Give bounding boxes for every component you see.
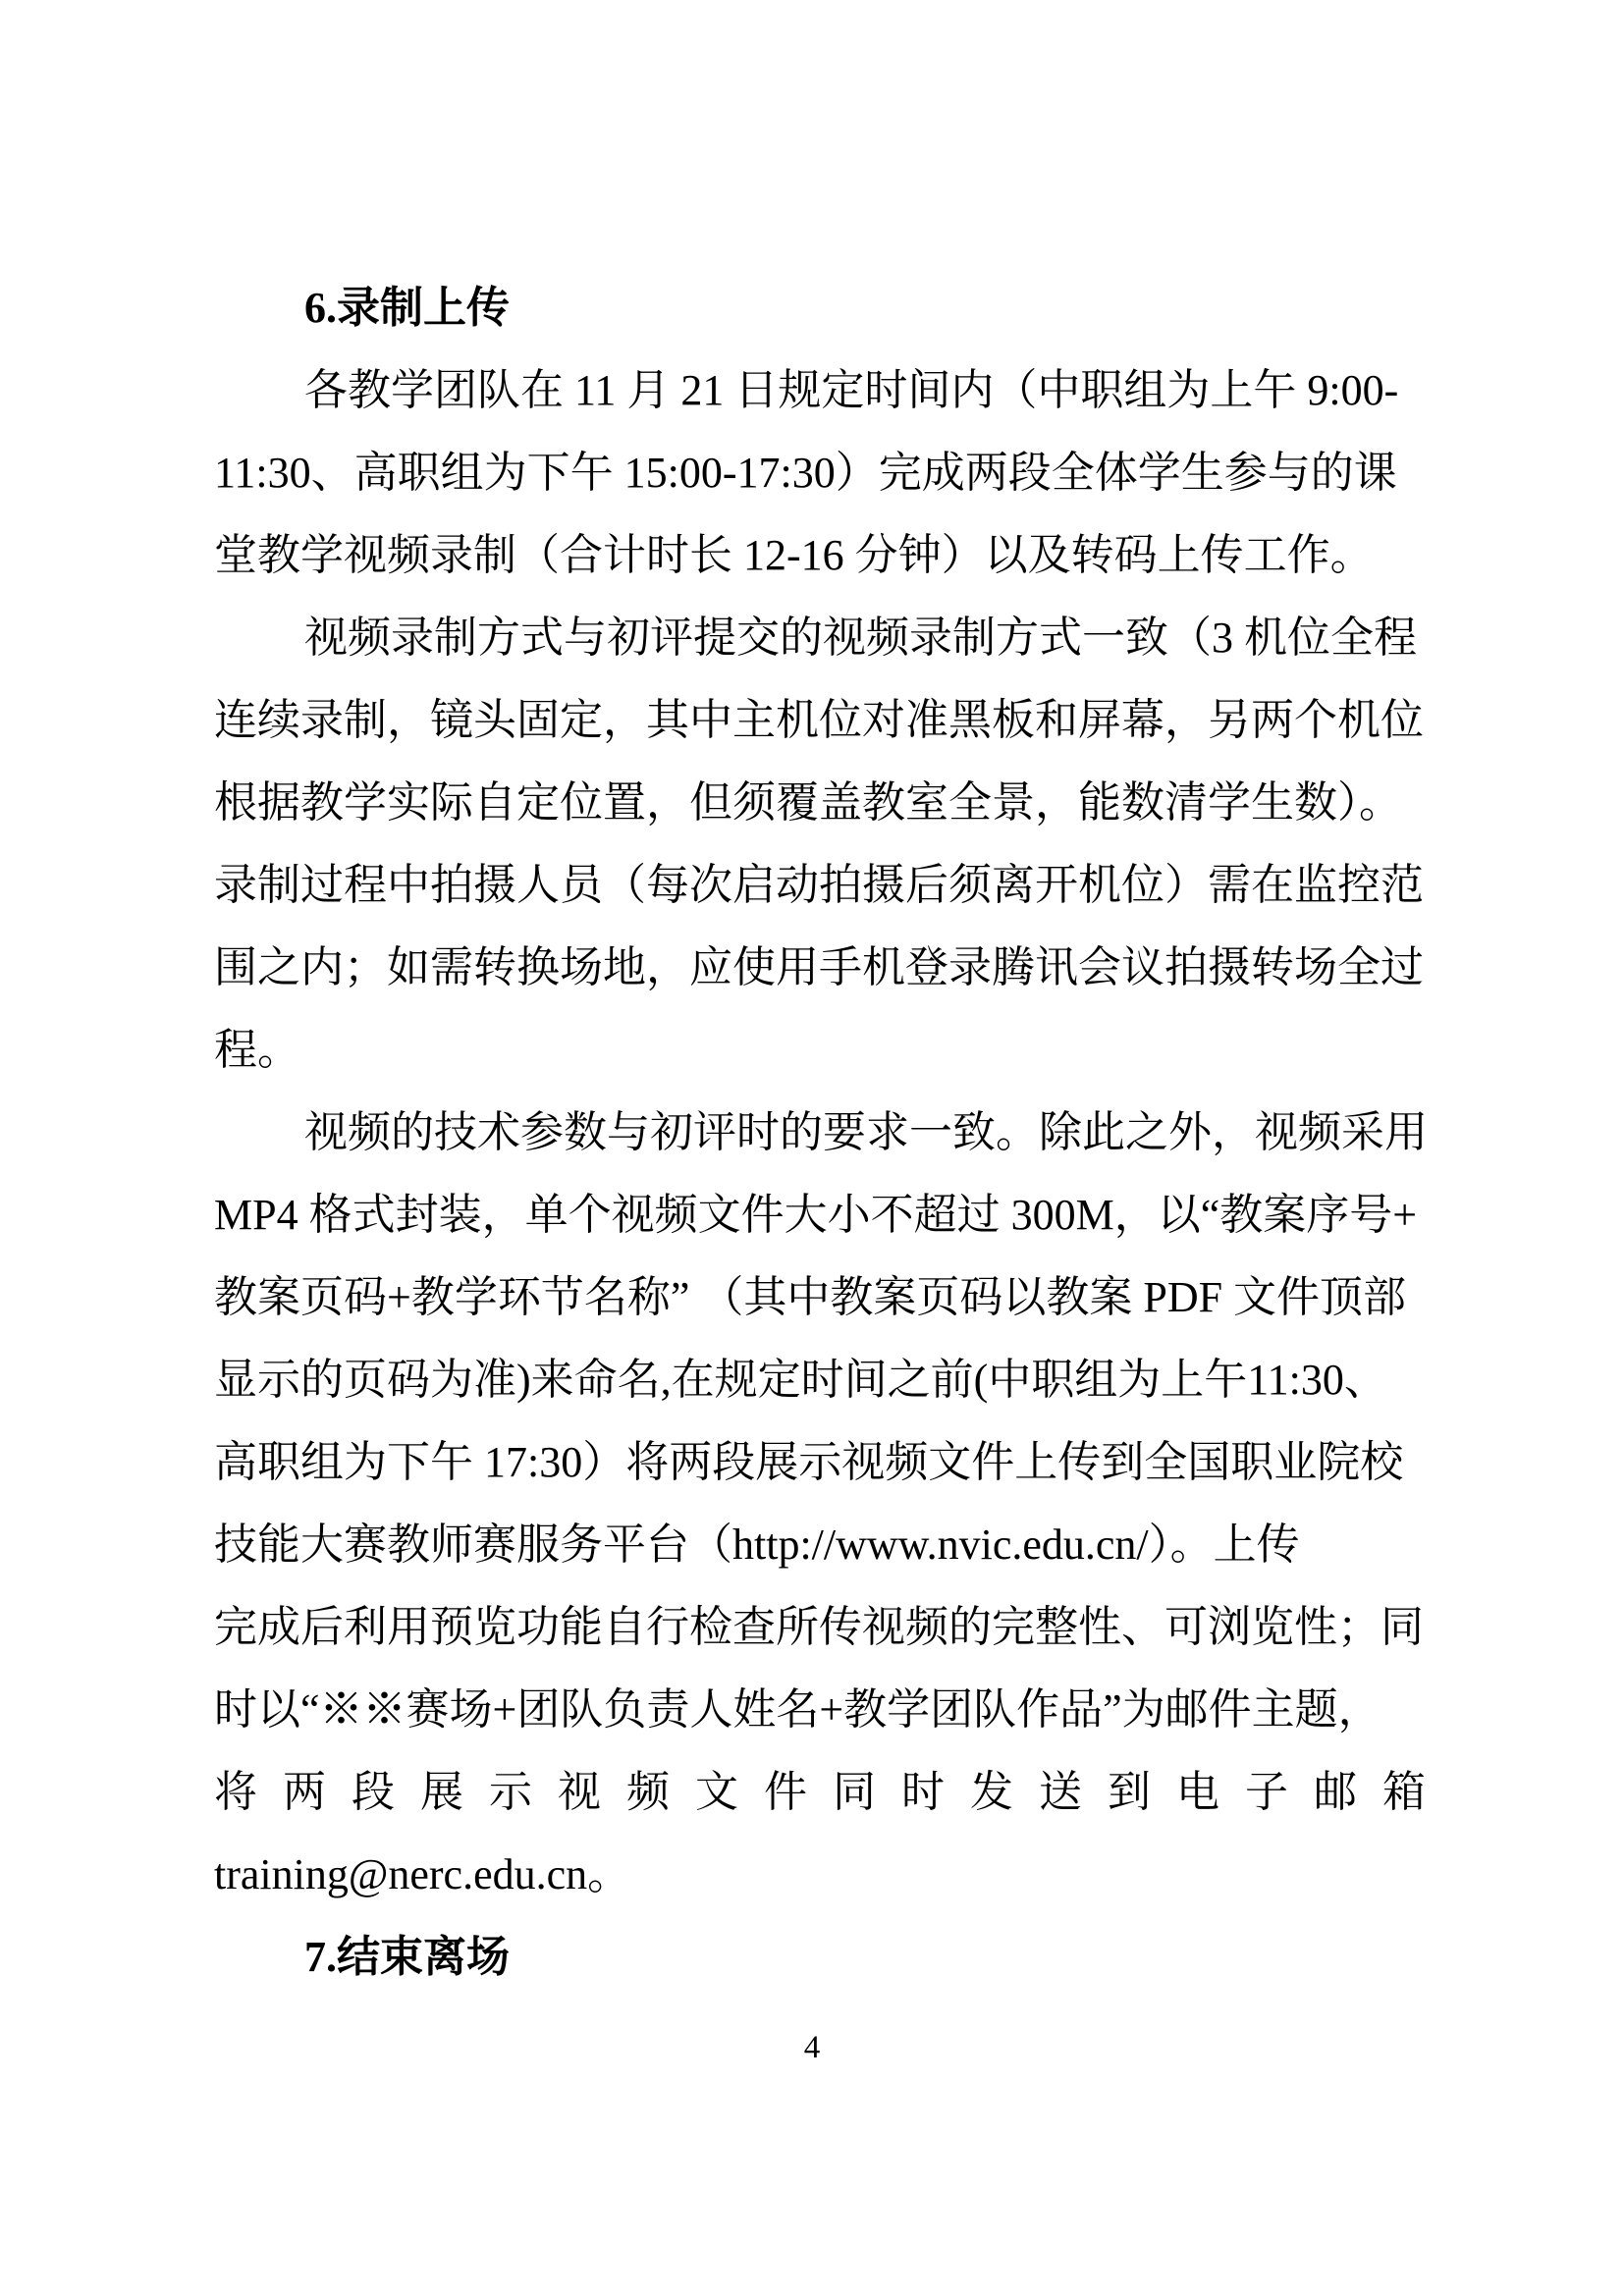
text-line: 程。 bbox=[214, 1026, 300, 1074]
text-line: 视频录制方式与初评提交的视频录制方式一致（3 机位全程 bbox=[304, 614, 1417, 662]
text-line: 堂教学视频录制（合计时长 12-16 分钟）以及转码上传工作。 bbox=[214, 531, 1374, 579]
text-line: 将两段展示视频文件同时发送到电子邮箱 bbox=[214, 1768, 1426, 1816]
text-line: 高职组为下午 17:30）将两段展示视频文件上传到全国职业院校 bbox=[214, 1438, 1404, 1486]
text-line: 录制过程中拍摄人员（每次启动拍摄后须离开机位）需在监控范 bbox=[214, 861, 1424, 909]
text-line: 根据教学实际自定位置，但须覆盖教室全景，能数清学生数）。 bbox=[214, 778, 1402, 827]
text-line: 教案页码+教学环节名称” （其中教案页码以教案 PDF 文件顶部 bbox=[214, 1273, 1407, 1321]
text-line: 完成后利用预览功能自行检查所传视频的完整性、可浏览性；同 bbox=[214, 1603, 1424, 1651]
email-line: training@nerc.edu.cn。 bbox=[214, 1850, 631, 1898]
section-heading-6: 6.录制上传 bbox=[304, 284, 510, 332]
text-line: MP4 格式封装，单个视频文件大小不超过 300M，以“教案序号+ bbox=[214, 1191, 1418, 1239]
section-heading-7: 7.结束离场 bbox=[304, 1933, 510, 1981]
text-line: 各教学团队在 11 月 21 日规定时间内（中职组为上午 9:00- bbox=[304, 366, 1399, 414]
text-line: 连续录制，镜头固定，其中主机位对准黑板和屏幕，另两个机位 bbox=[214, 696, 1424, 744]
text-line: 显示的页码为准)来命名,在规定时间之前(中职组为上午11:30、 bbox=[214, 1356, 1387, 1404]
text-line: 11:30、高职组为下午 15:00-17:30）完成两段全体学生参与的课 bbox=[214, 449, 1397, 497]
text-line: 围之内；如需转换场地，应使用手机登录腾讯会议拍摄转场全过 bbox=[214, 943, 1424, 991]
text-line: 时以“※※赛场+团队负责人姓名+教学团队作品”为邮件主题， bbox=[214, 1685, 1381, 1734]
document-body bbox=[214, 267, 1426, 1999]
text-line: 视频的技术参数与初评时的要求一致。除此之外，视频采用 bbox=[304, 1108, 1428, 1156]
page-number: 4 bbox=[803, 2030, 821, 2065]
text-line: 技能大赛教师赛服务平台（http://www.nvic.edu.cn/）。上传 bbox=[214, 1521, 1300, 1569]
